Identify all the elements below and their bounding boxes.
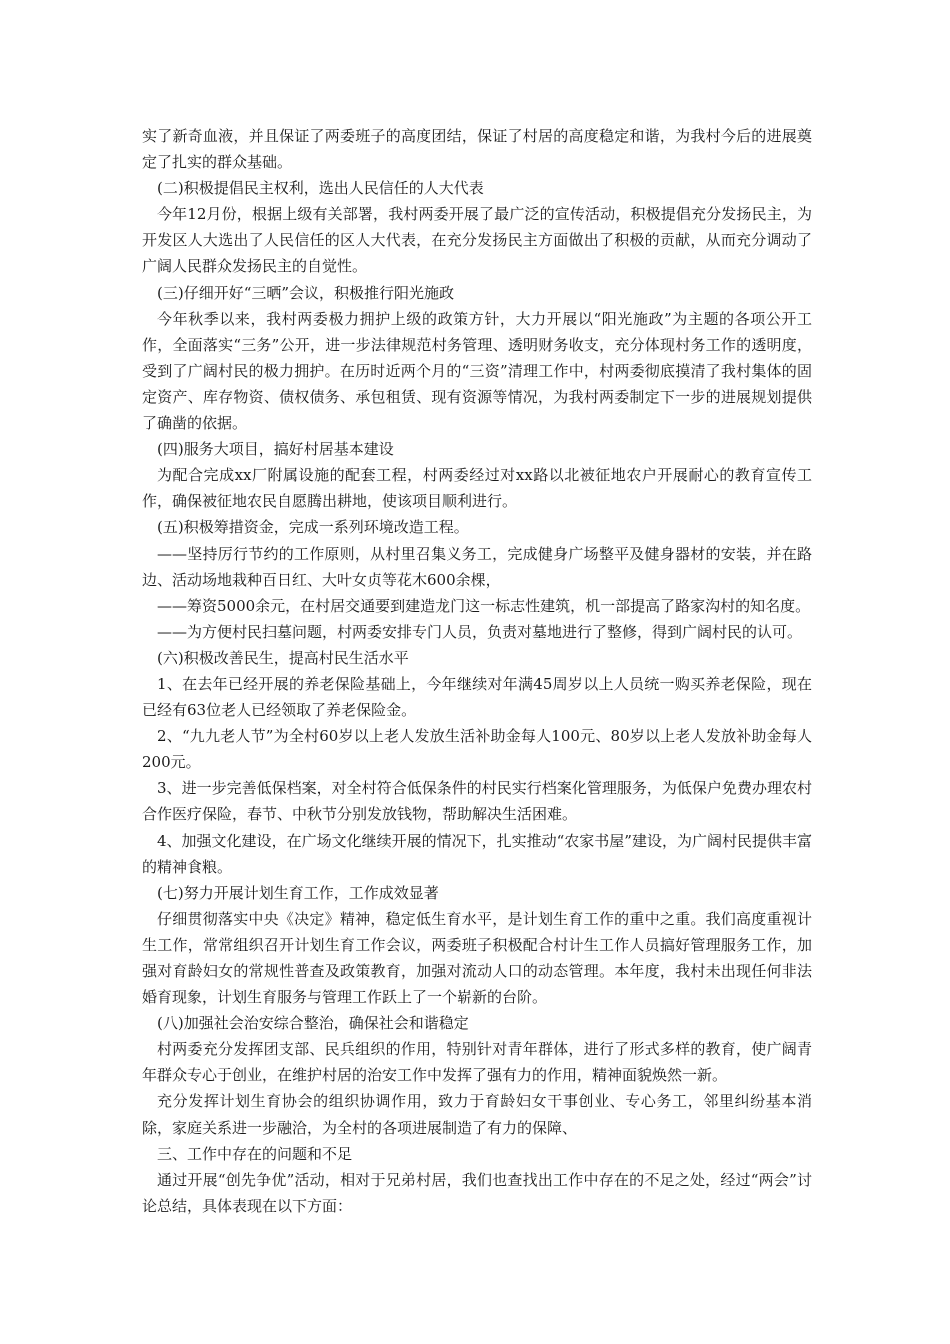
paragraph: 通过开展“创先争优”活动，相对于兄弟村居，我们也查找出工作中存在的不足之处，经过“两会”讨论总结，具体表现在以下方面： bbox=[142, 1170, 812, 1215]
section-heading-6: (六)积极改善民生，提高村民生活水平 bbox=[157, 648, 409, 667]
section-heading-5: (五)积极筹措资金，完成一系列环境改造工程。 bbox=[157, 518, 469, 537]
section-heading-7: (七)努力开展计划生育工作，工作成效显著 bbox=[157, 883, 439, 902]
paragraph: ——筹资5000余元，在村居交通要到建造龙门这一标志性建筑，机一部提高了路家沟村的知名度。 bbox=[157, 596, 811, 615]
paragraph: ——坚持厉行节约的工作原则，从村里召集义务工，完成健身广场整平及健身器材的安装，并在路边、活动场地栽种百日红、大叶女贞等花木600余棵， bbox=[142, 544, 812, 589]
paragraph: 1、在去年已经开展的养老保险基础上，今年继续对年满45周岁以上人员统一购买养老保险，现在已经有63位老人已经领取了养老保险金。 bbox=[142, 674, 812, 720]
paragraph: 充分发挥计划生育协会的组织协调作用，致力于育龄妇女干事创业、专心务工，邻里纠纷基本消除，家庭关系进一步融洽，为全村的各项进展制造了有力的保障、 bbox=[142, 1092, 812, 1137]
paragraph: ——为方便村民扫墓问题，村两委安排专门人员，负责对墓地进行了整修，得到广阔村民的认可。 bbox=[157, 622, 803, 641]
section-heading-8: (八)加强社会治安综合整治，确保社会和谐稳定 bbox=[157, 1014, 469, 1033]
paragraph-continuation: 实了新奇血液，并且保证了两委班子的高度团结，保证了村居的高度稳定和谐，为我村今后的进展奠定了扎实的群众基础。 bbox=[142, 127, 812, 172]
paragraph: 4、加强文化建设，在广场文化继续开展的情况下，扎实推动“农家书屋”建设，为广阔村民提供丰富的精神食粮。 bbox=[142, 831, 812, 876]
paragraph: 今年秋季以来，我村两委极力拥护上级的政策方针，大力开展以“阳光施政”为主题的各项公开工作，全面落实“三务”公开，进一步法律规范村务管理、透明财务收支，充分体现村务工作的透明度，受到了广阔村民的极力拥护。在历时近两个月的“三资”清理工作中，村两委彻底摸清了我村集体的固定资产、库存物资、债权债务、承包租赁、现有资源等情况，为我村两委制定下一步的进展规划提供了确凿的依据。 bbox=[142, 309, 812, 433]
section-heading-4: (四)服务大项目，搞好村居基本建设 bbox=[157, 440, 394, 459]
paragraph: 3、进一步完善低保档案，对全村符合低保条件的村民实行档案化管理服务，为低保户免费办理农村合作医疗保险，春节、中秋节分别发放钱物，帮助解决生活困难。 bbox=[142, 779, 812, 824]
paragraph: 今年12月份，根据上级有关部署，我村两委开展了最广泛的宣传活动，积极提倡充分发扬民主，为开发区人大选出了人民信任的区人大代表，在充分发扬民主方面做出了积极的贡献，从而充分调动了广阔人民群众发扬民主的自觉性。 bbox=[142, 205, 812, 276]
section-heading-3: (三)仔细开好“三晒”会议，积极推行阳光施政 bbox=[157, 283, 455, 302]
paragraph: 2、“九九老人节”为全村60岁以上老人发放生活补助金每人100元、80岁以上老人发放补助金每人200元。 bbox=[142, 727, 812, 772]
paragraph: 仔细贯彻落实中央《决定》精神，稳定低生育水平，是计划生育工作的重中之重。我们高度重视计生工作，常常组织召开计划生育工作会议，两委班子积极配合村计生工作人员搞好管理服务工作，加强对育龄妇女的常规性普查及政策教育，加强对流动人口的动态管理。本年度，我村未出现任何非法婚育现象，计划生育服务与管理工作跃上了一个崭新的台阶。 bbox=[142, 909, 812, 1007]
paragraph: 村两委充分发挥团支部、民兵组织的作用，特别针对青年群体，进行了形式多样的教育，使广阔青年群众专心于创业，在维护村居的治安工作中发挥了强有力的作用，精神面貌焕然一新。 bbox=[142, 1040, 812, 1085]
section-heading-2: (二)积极提倡民主权利，选出人民信任的人大代表 bbox=[157, 179, 484, 198]
paragraph: 为配合完成xx厂附属设施的配套工程，村两委经过对xx路以北被征地农户开展耐心的教育宣传工作，确保被征地农民自愿腾出耕地，使该项目顺利进行。 bbox=[142, 466, 812, 511]
document-page bbox=[142, 123, 812, 1219]
section-heading-three: 三、工作中存在的问题和不足 bbox=[157, 1144, 353, 1163]
